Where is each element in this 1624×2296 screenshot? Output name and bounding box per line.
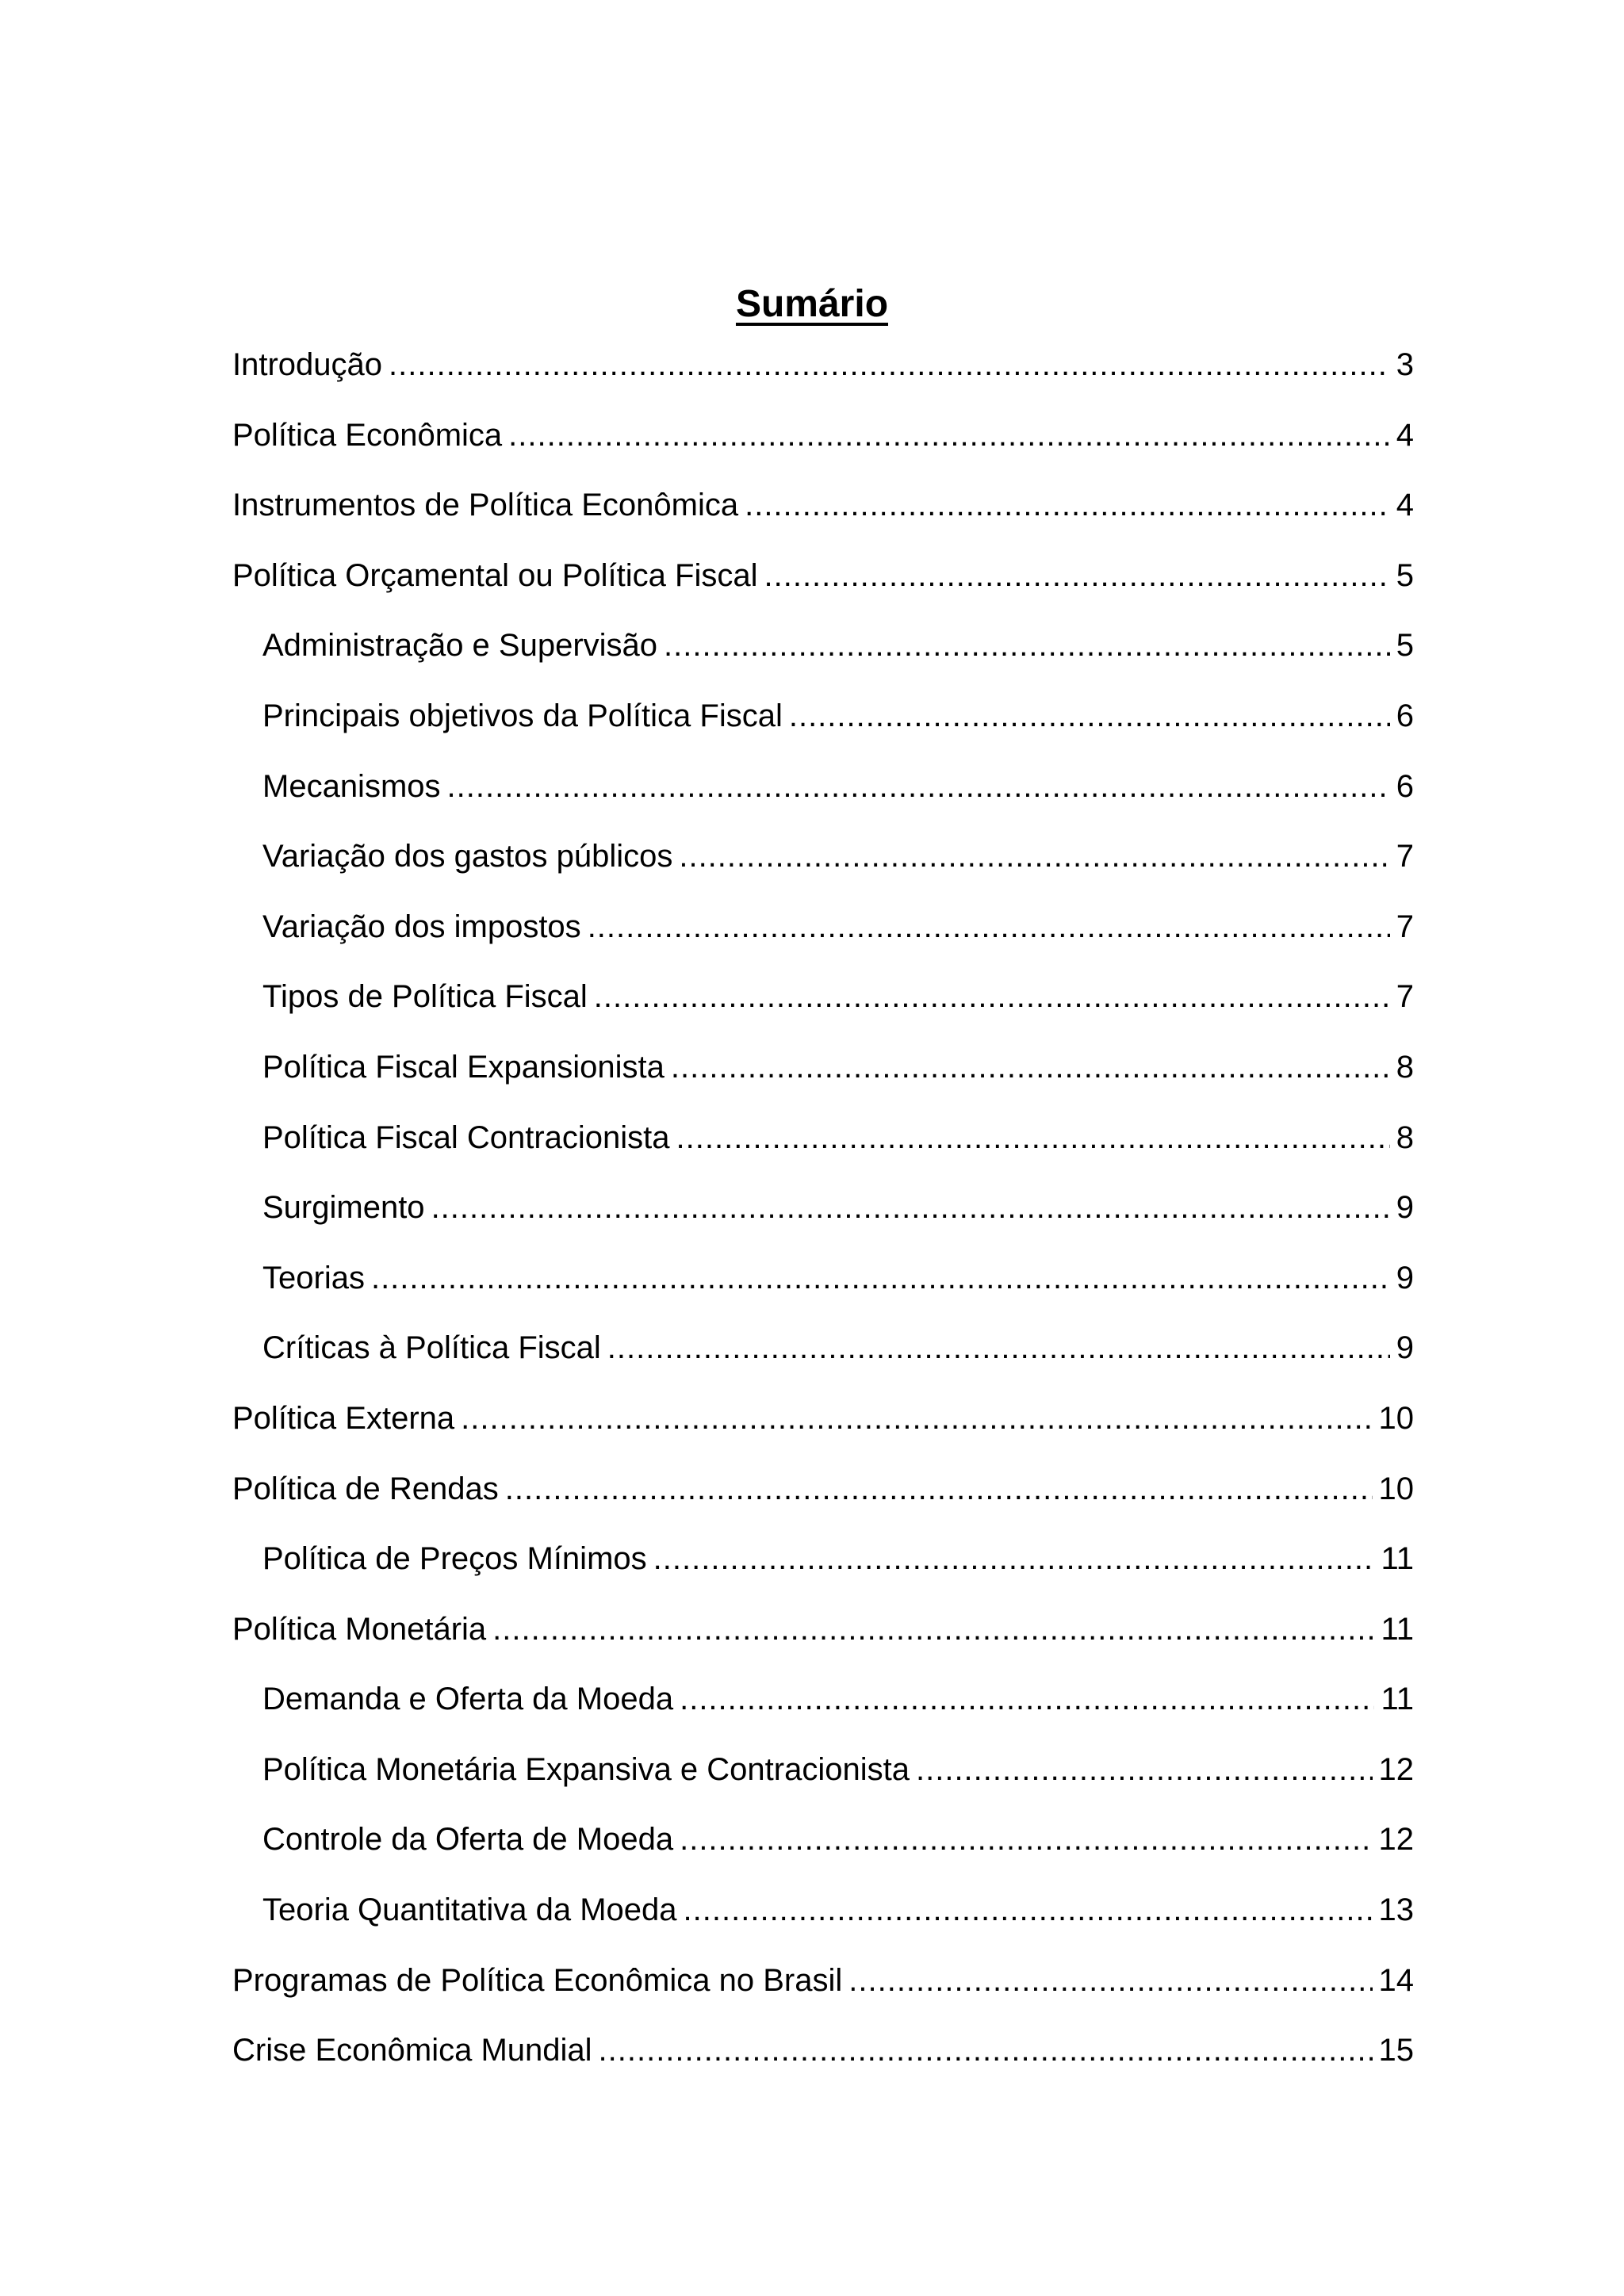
toc-entry-label: Instrumentos de Política Econômica [232, 488, 739, 523]
toc-subentry[interactable] [232, 1535, 1414, 1605]
toc-entry[interactable] [232, 1957, 1414, 2027]
toc-leader-dots [447, 763, 1390, 810]
toc-leader-dots [684, 1886, 1373, 1934]
toc-entry-label: Política de Preços Mínimos [262, 1541, 647, 1577]
toc-entry-label: Variação dos gastos públicos [262, 839, 673, 874]
toc-entry-label: Variação dos impostos [262, 909, 581, 944]
toc-leader-dots [653, 1535, 1375, 1582]
toc-entry-label: Críticas à Política Fiscal [262, 1330, 601, 1366]
toc-page-number: 15 [1378, 2033, 1414, 2068]
toc-page-number: 4 [1396, 488, 1414, 523]
toc-entry-label: Tipos de Política Fiscal [262, 979, 588, 1015]
toc-entry[interactable] [232, 481, 1414, 552]
toc-entry[interactable] [232, 1395, 1414, 1465]
toc-leader-dots [431, 1184, 1390, 1231]
toc-entry-label: Política Monetária Expansiva e Contracionista [262, 1751, 910, 1787]
toc-page-number: 7 [1396, 839, 1414, 874]
page-title: Sumário [735, 283, 889, 325]
toc-leader-dots [508, 411, 1390, 459]
toc-entry-label: Política Orçamental ou Política Fiscal [232, 557, 758, 593]
toc-entry[interactable] [232, 552, 1414, 622]
toc-entry-label: Surgimento [262, 1190, 425, 1226]
toc-leader-dots [671, 1043, 1390, 1091]
toc-page-number: 11 [1381, 1611, 1414, 1647]
toc-entry[interactable] [232, 1605, 1414, 1676]
toc-page-number: 11 [1381, 1541, 1414, 1577]
toc-leader-dots [680, 1816, 1372, 1863]
toc-page-number: 9 [1396, 1190, 1414, 1226]
toc-entry[interactable] [232, 1465, 1414, 1536]
toc-subentry[interactable] [232, 832, 1414, 903]
toc-entry-label: Teorias [262, 1260, 365, 1295]
toc-subentry[interactable] [232, 763, 1414, 833]
toc-page-number: 11 [1381, 1682, 1414, 1717]
table-of-contents [232, 341, 1414, 2097]
toc-page-number: 6 [1396, 768, 1414, 804]
toc-leader-dots [461, 1395, 1372, 1442]
toc-page-number: 12 [1378, 1751, 1414, 1787]
toc-entry-label: Política Fiscal Contracionista [262, 1119, 670, 1155]
toc-entry[interactable] [232, 411, 1414, 482]
toc-page-number: 10 [1378, 1400, 1414, 1436]
toc-subentry[interactable] [232, 903, 1414, 974]
toc-subentry[interactable] [232, 1816, 1414, 1886]
toc-leader-dots [664, 622, 1390, 669]
toc-leader-dots [389, 341, 1390, 388]
toc-subentry[interactable] [232, 973, 1414, 1043]
toc-subentry[interactable] [232, 622, 1414, 692]
toc-entry-label: Demanda e Oferta da Moeda [262, 1682, 674, 1717]
toc-leader-dots [599, 2026, 1373, 2074]
toc-subentry[interactable] [232, 692, 1414, 763]
toc-subentry[interactable] [232, 1746, 1414, 1816]
toc-entry-label: Administração e Supervisão [262, 628, 658, 664]
toc-leader-dots [607, 1324, 1390, 1372]
toc-entry-label: Teoria Quantitativa da Moeda [262, 1892, 677, 1928]
toc-leader-dots [916, 1746, 1373, 1793]
toc-entry-label: Política de Rendas [232, 1471, 499, 1506]
toc-leader-dots [505, 1465, 1373, 1513]
toc-page-number: 6 [1396, 698, 1414, 733]
toc-entry-label: Programas de Política Econômica no Brasil [232, 1962, 843, 1998]
toc-subentry[interactable] [232, 1254, 1414, 1325]
toc-entry-label: Introdução [232, 347, 383, 382]
toc-entry-label: Política Fiscal Expansionista [262, 1049, 665, 1085]
toc-entry-label: Política Econômica [232, 417, 503, 453]
toc-page-number: 4 [1396, 417, 1414, 453]
toc-page-number: 9 [1396, 1260, 1414, 1295]
toc-leader-dots [680, 1675, 1374, 1723]
toc-subentry[interactable] [232, 1675, 1414, 1746]
toc-page-number: 5 [1396, 557, 1414, 593]
toc-subentry[interactable] [232, 1114, 1414, 1184]
toc-leader-dots [371, 1254, 1390, 1302]
toc-leader-dots [764, 552, 1389, 599]
toc-entry-label: Controle da Oferta de Moeda [262, 1822, 674, 1858]
toc-entry-label: Política Externa [232, 1400, 455, 1436]
toc-leader-dots [676, 1114, 1390, 1161]
toc-page-number: 14 [1378, 1962, 1414, 1998]
toc-page-number: 9 [1396, 1330, 1414, 1366]
toc-entry-label: Crise Econômica Mundial [232, 2033, 592, 2068]
toc-entry-label: Política Monetária [232, 1611, 487, 1647]
toc-leader-dots [789, 692, 1390, 740]
toc-leader-dots [745, 481, 1390, 529]
toc-page-number: 7 [1396, 909, 1414, 944]
toc-entry-label: Mecanismos [262, 768, 441, 804]
toc-entry-label: Principais objetivos da Política Fiscal [262, 698, 783, 733]
toc-subentry[interactable] [232, 1043, 1414, 1114]
toc-entry[interactable] [232, 2026, 1414, 2097]
toc-page-number: 8 [1396, 1119, 1414, 1155]
toc-page-number: 8 [1396, 1049, 1414, 1085]
toc-page-number: 12 [1378, 1822, 1414, 1858]
toc-subentry[interactable] [232, 1324, 1414, 1395]
toc-leader-dots [594, 973, 1390, 1020]
toc-leader-dots [848, 1957, 1372, 2004]
toc-page-number: 13 [1378, 1892, 1414, 1928]
toc-page-number: 5 [1396, 628, 1414, 664]
toc-page-number: 3 [1396, 347, 1414, 382]
toc-page-number: 10 [1378, 1471, 1414, 1506]
toc-leader-dots [679, 832, 1389, 880]
toc-page-number: 7 [1396, 979, 1414, 1015]
toc-entry[interactable] [232, 341, 1414, 411]
toc-subentry[interactable] [232, 1886, 1414, 1957]
toc-leader-dots [588, 903, 1390, 951]
toc-subentry[interactable] [232, 1184, 1414, 1254]
toc-leader-dots [492, 1605, 1374, 1653]
